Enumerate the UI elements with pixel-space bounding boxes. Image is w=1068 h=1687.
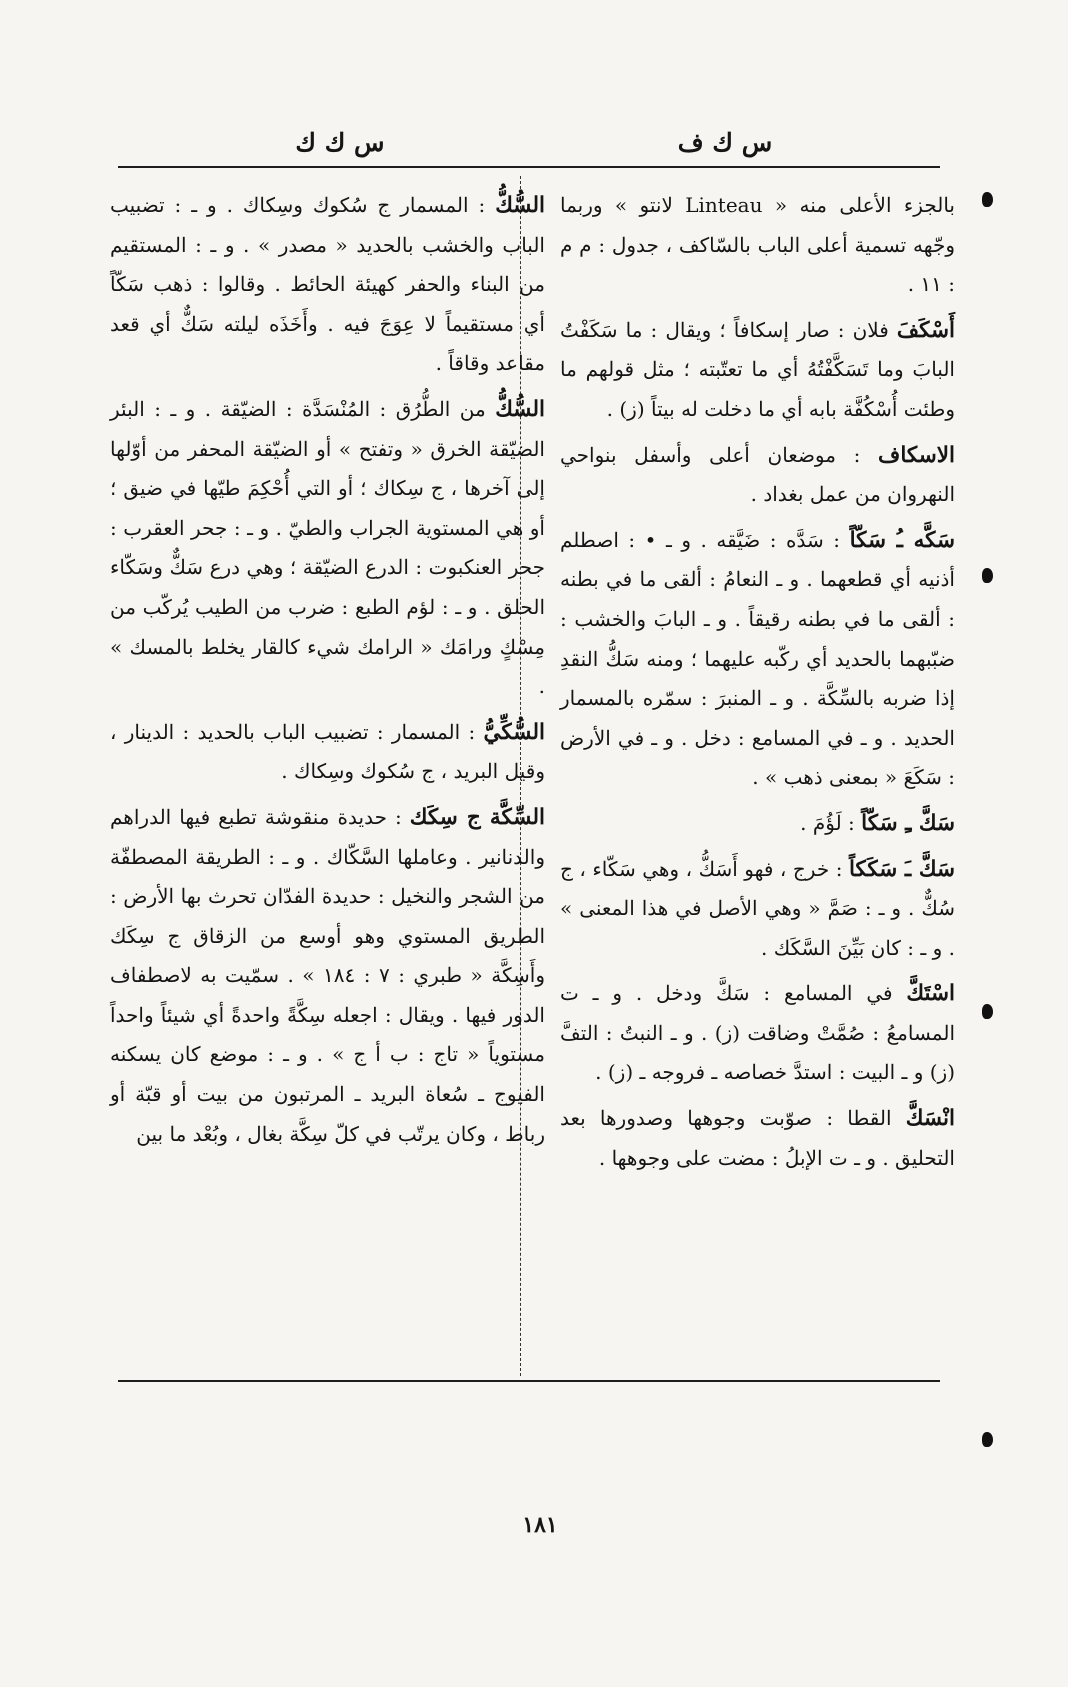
definition: : المسمار ج سُكوك وسِكاك . و ـ : تضبيب الباب والخشب بالحديد « مصدر » . و ـ : المستقيم من البناء والحفر كهيئة الحائط . وقالوا : ذهب سَكّاً أي مستقيماً لا عِوَجَ فيه . وأَخَذَه ليلته سَكٌّ أي قعد مقاعد وقاقاً .: [110, 193, 545, 376]
definition: من الطُّرُق : المُنْسَدَّة : الضيّقة . و ـ : البئر الضيّقة الخرق « وتفتح » أو الضيّقة المحفر من أوّلها إلى آخرها ، ج سِكاك ؛ أو التي أُحْكِمَ طيّها في ضيق ؛ أو هي المستوية الجراب والطيّ . و ـ : جحر العقرب : جحر العنكبوت : الدرع الضيّقة ؛ وهي درع سَكٌّ وسَكّاء الحلق . و ـ : لؤم الطبع : ضرب من الطيب يُركّب من مِسْكٍ ورامَك « الرامك شيء كالقار يخلط بالمسك » .: [110, 396, 545, 699]
binding-hole-mark: [982, 1004, 993, 1019]
top-rule: [118, 166, 940, 168]
binding-hole-mark: [982, 568, 993, 583]
headword: أَسْكَفَ: [896, 317, 955, 343]
entry: [560, 186, 955, 305]
headword: اسْتَكَّ: [906, 981, 955, 1007]
entry: [560, 436, 955, 515]
entry: [560, 521, 955, 798]
page-number: ١٨١: [522, 1512, 558, 1538]
running-head-left: س ك ك: [295, 128, 385, 157]
headword: سَكَّ ـِ سَكّاً: [861, 810, 955, 836]
definition: : سَدَّه : ضَيَّقه . و ـ • : اصطلم أذنيه أي قطعهما . و ـ النعامُ : ألقى ما في بطنه : ألقى ما في بطنه رقيقاً . و ـ البابَ والخشب : ضبّبهما بالحديد أي ركّبه عليهما ؛ ومنه سَكُّ النقدِ إذا ضربه بالسِّكَّة . و ـ المنبرَ : سمّره بالمسمار الحديد . و ـ في المسامع : دخل . و ـ في الأرض : سَكَعَ « بمعنى ذهب » .: [560, 527, 955, 790]
binding-hole-mark: [982, 1432, 993, 1447]
headword: السُّكُّ: [495, 396, 546, 422]
entry: [110, 713, 545, 792]
headword: انْسَكَّ: [905, 1106, 955, 1132]
definition: القطا : صوّبت وجوهها وصدورها بعد التحليق . و ـ ت الإبلُ : مضت على وجوهها .: [560, 1106, 955, 1170]
entry: [560, 974, 955, 1093]
entry: [560, 1099, 955, 1178]
headword: السِّكَّة ج سِكَك: [409, 804, 546, 830]
entry: [560, 804, 955, 844]
binding-hole-mark: [982, 192, 993, 207]
headword: السُّكِّيُّ: [483, 719, 545, 745]
definition: : خرج ، فهو أَسَكُّ ، وهي سَكّاء ، ج سُكٌّ . و ـ : صَمَّ « وهي الأصل في هذا المعنى » . و ـ : كان بَيِّنَ السَّكَك .: [560, 856, 955, 960]
headword: سَكَّ ـَ سَكَكاً: [848, 856, 956, 882]
running-head-right: س ك ف: [677, 128, 773, 157]
headword: السُّكُّ: [495, 193, 546, 218]
definition: في المسامع : سَكَّ ودخل . و ـ ت المسامعُ : صُمَّتْ وضاقت (ز) . و ـ النبتُ : التفَّ (ز) و ـ البيت : استدَّ خصاصه ـ فروجه ـ (ز) .: [560, 981, 955, 1085]
left-column: [110, 186, 545, 1160]
entry: [110, 186, 545, 384]
entry: [560, 850, 955, 969]
definition: فلان : صار إسكافاً ؛ ويقال : ما سَكَفْتُ البابَ وما تَسَكَّفْتُهُ أي ما تعتّبته ؛ مثل قولهم ما وطئت أُسْكُفَّة بابه أي ما دخلت له بيتاً (ز) .: [560, 317, 955, 421]
bottom-rule: [118, 1380, 940, 1382]
headword: سَكَّه ـُ سَكّاً: [849, 527, 956, 553]
definition: : المسمار : تضبيب الباب بالحديد : الدينار ، وقيل البريد ، ج سُكوك وسِكاك .: [110, 719, 545, 784]
entry: [560, 311, 955, 430]
definition: : لَؤُمَ .: [800, 810, 855, 835]
entry: [110, 798, 545, 1154]
definition: بالجزء الأعلى منه « Linteau لانتو » وربما وجّهه تسمية أعلى الباب بالسّاكف ، جدول : م م : ١١ .: [560, 193, 955, 297]
right-column: [560, 186, 955, 1184]
definition: : حديدة منقوشة تطبع فيها الدراهم والدنانير . وعاملها السَّكّاك . و ـ : الطريقة المصطفّة من الشجر والنخيل : حديدة الفدّان تحرث بها الأرض : الطريق المستوي وهو أوسع من الزقاق ج سِكَك وأَسِكَّة « طبري : ٧ : ١٨٤ » . سمّيت به لاصطفاف الدور فيها . ويقال : اجعله سِكَّةً واحدةً أي شيئاً واحداً مستوياً « تاج : ب أ ج » . و ـ : موضع كان يسكنه الفيوج ـ سُعاة البريد ـ المرتبون من بيت أو قبّة أو رباط ، وكان يرتّب في كلّ سِكَّة بغال ، وبُعْد ما بين: [110, 804, 546, 1146]
headword: الاسكاف: [878, 442, 956, 468]
entry: [110, 390, 545, 707]
definition: : موضعان أعلى وأسفل بنواحي النهروان من عمل بغداد .: [560, 442, 955, 507]
